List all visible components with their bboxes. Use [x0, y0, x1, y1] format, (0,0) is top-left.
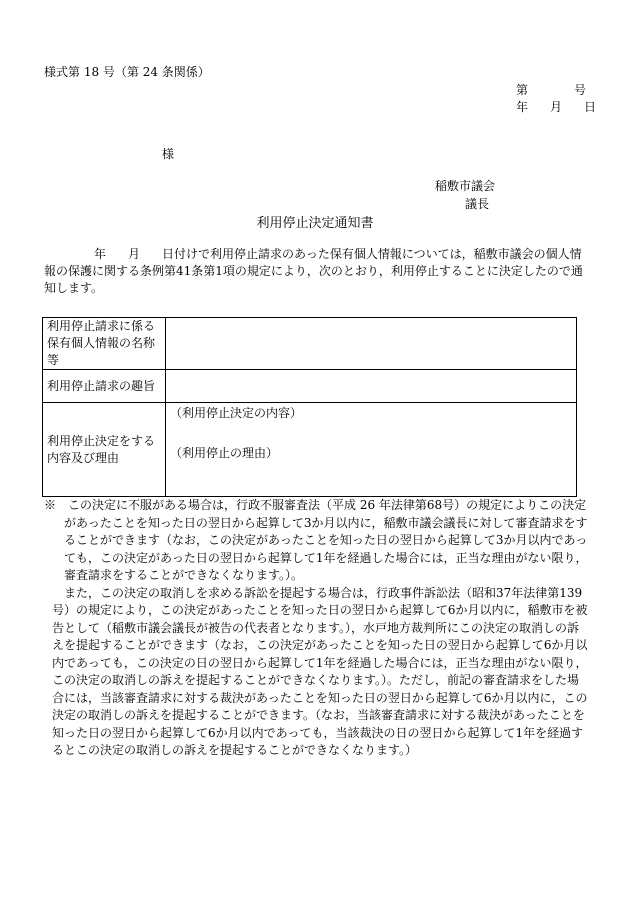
- row-value-purpose: [166, 370, 577, 403]
- document-number: [516, 82, 586, 98]
- row-label-decision: 利用停止決定をする内容及び理由: [43, 403, 166, 497]
- date-year: 年: [516, 100, 529, 114]
- note-lawsuit: また，この決定の取消しを求める訴訟を提起する場合は，行政事件訴訟法（昭和37年法律第139号）の規定により，この決定があったことを知った日の翌日から起算して6か月以内に，稲敷市を被告として（稲敷市議会議長が被告の代表者となります。），水戸地方裁判所にこの決定の取消しの訴えを提起することができます（なお，この決定があったことを知った日の翌日から起算して6か月以内であっても，この決定の日の翌日から起算して1年を経過した場合には，正当な理由がない限り，この決定の取消しの訴えを提起することができなくなります。）。ただし，前記の審査請求をした場合には，当該審査請求に対する裁決があったことを知った日の翌日から起算して6か月以内に，この決定の取消しの訴えを提起することができます。（なお，当該審査請求に対する裁決があったことを知った日の翌日から起算して6か月以内であっても，当該裁決の日の翌日から起算して1年を経過するとこの決定の取消しの訴えを提起することができなくなります。）: [52, 585, 588, 757]
- table-row: [43, 318, 577, 370]
- doc-number-prefix: 第: [516, 83, 529, 97]
- date-month: 月: [550, 100, 563, 114]
- row-value-info-name: [166, 318, 577, 370]
- document-date: [516, 99, 596, 115]
- body-month: 月: [128, 247, 141, 261]
- document-title: 利用停止決定通知書: [256, 216, 374, 231]
- sender-organization: 稲敷市議会: [435, 179, 496, 193]
- recipient-honorific: 様: [162, 147, 175, 161]
- body-paragraph: [44, 246, 584, 297]
- row-value-decision: [166, 403, 577, 497]
- decision-reason-label: （利用停止の理由）: [170, 446, 279, 460]
- form-number: 様式第 18 号（第 24 条関係）: [44, 65, 210, 79]
- note-appeal: ※ この決定に不服がある場合は，行政不服審査法（平成 26 年法律第68号）の規定によりこの決定があったことを知った日の翌日から起算して3か月以内に，稲敷市議会議長に対して審査請求をすることができます（なお，この決定があったことを知った日の翌日から起算して3か月以内であっても，この決定があった日の翌日から起算して1年を経過した場合には，正当な理由がない限り，審査請求をすることができなくなります。）。: [44, 498, 588, 582]
- table-row: [43, 370, 577, 403]
- date-day: 日: [584, 100, 597, 114]
- body-text: 日付けで利用停止請求のあった保有個人情報については，稲敷市議会の個人情報の保護に関する条例第41条第1項の規定により，次のとおり，利用停止することに決定したので通知します。: [44, 247, 583, 295]
- doc-number-suffix: 号: [574, 83, 587, 97]
- row-label-purpose: 利用停止請求の趣旨: [43, 370, 166, 403]
- row-label-info-name: 利用停止請求に係る保有個人情報の名称等: [43, 318, 166, 370]
- body-year: 年: [94, 247, 107, 261]
- sender-title: 議長: [465, 197, 490, 211]
- notes: [44, 497, 589, 760]
- decision-content-label: （利用停止決定の内容）: [170, 406, 303, 420]
- table-row: [43, 403, 577, 497]
- info-table: [42, 317, 577, 497]
